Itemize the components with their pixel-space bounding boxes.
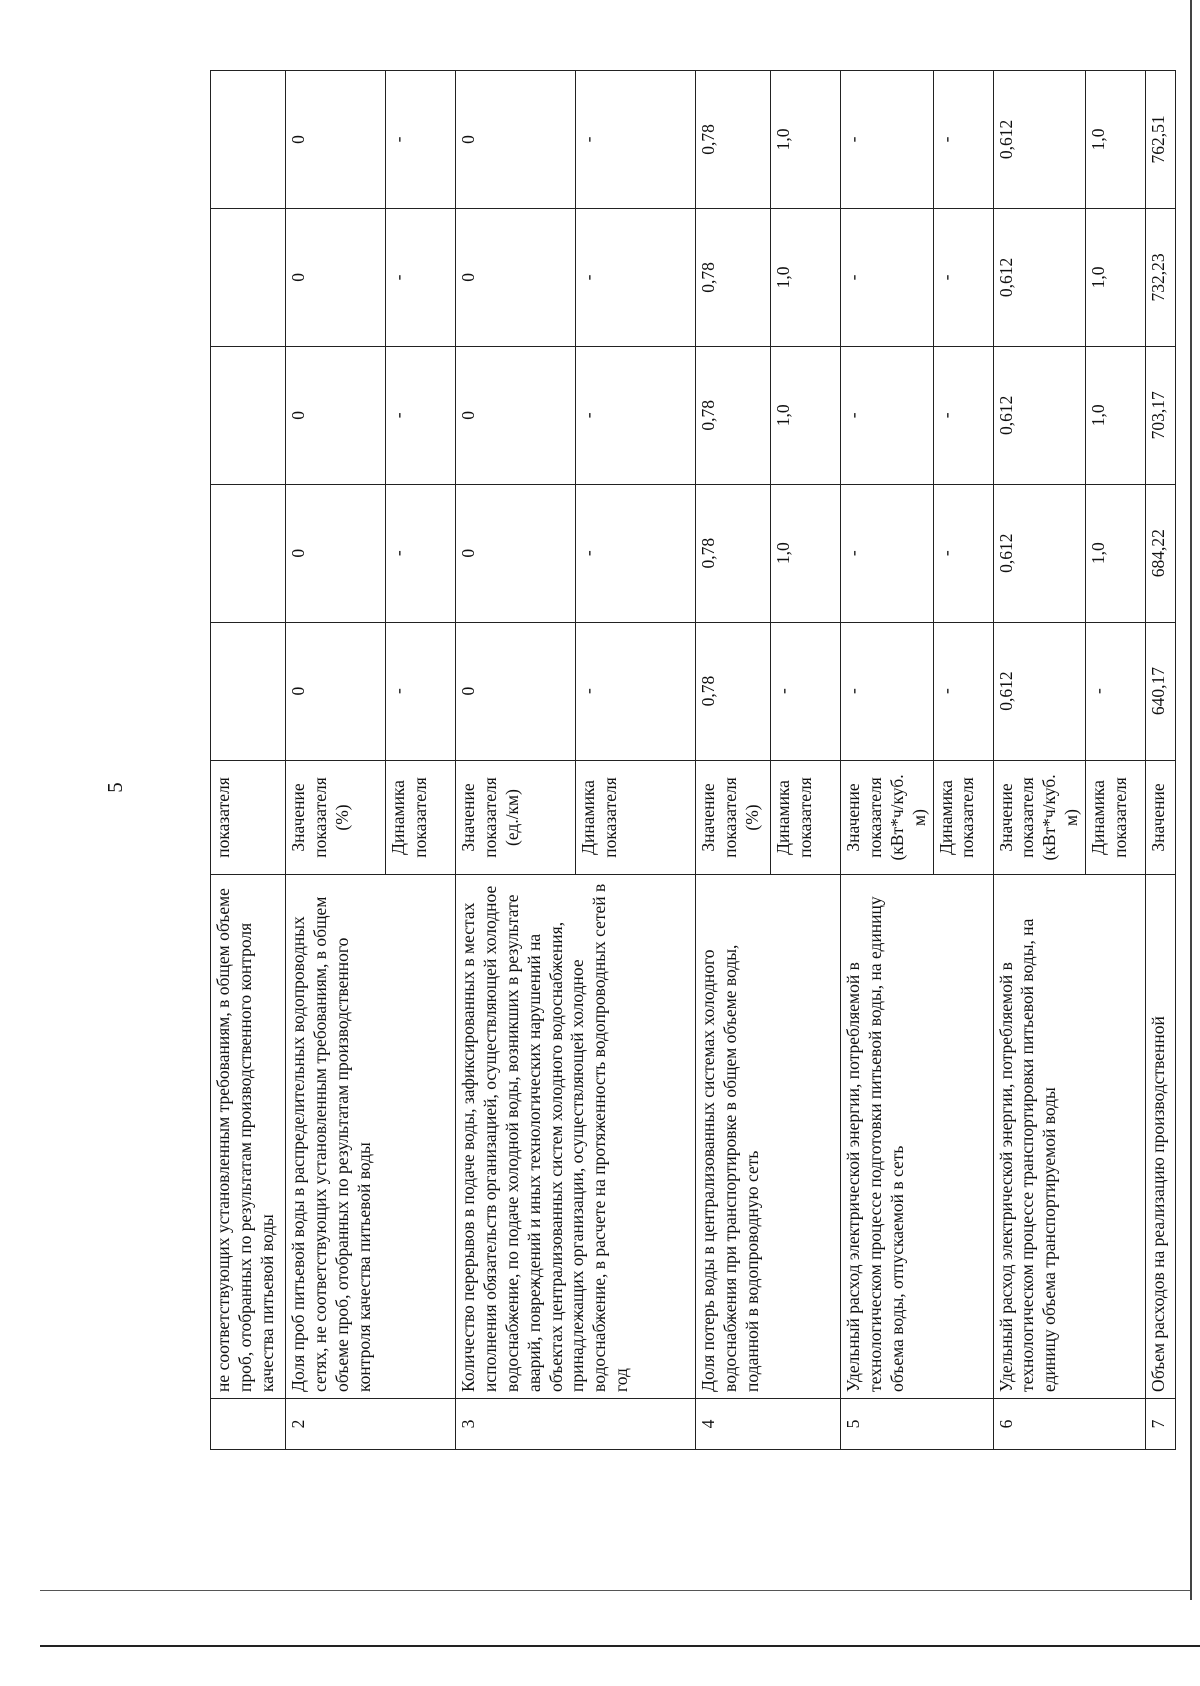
table-row — [1146, 71, 1176, 1450]
scan-edge-bottom — [40, 1645, 1200, 1647]
row-number: 7 — [1146, 1398, 1176, 1449]
value-cell: 1,0 — [771, 346, 841, 484]
value-cell: 1,0 — [1086, 346, 1146, 484]
value-cell: 0 — [286, 622, 386, 760]
value-cell: 703,17 — [1146, 346, 1176, 484]
value-cell — [211, 71, 286, 209]
value-cell: - — [386, 208, 456, 346]
page-number: 5 — [102, 782, 127, 793]
value-cell: 1,0 — [1086, 71, 1146, 209]
value-cell: - — [771, 622, 841, 760]
value-cell: 684,22 — [1146, 484, 1176, 622]
table-row — [841, 71, 934, 1450]
value-cell: - — [933, 622, 993, 760]
value-cell: - — [576, 346, 696, 484]
value-cell: 732,23 — [1146, 208, 1176, 346]
value-cell: 762,51 — [1146, 71, 1176, 209]
indicator-name: Доля потерь воды в централизованных системах холодного водоснабжения при транспортировке в общем объеме воды, поданной в водопроводную сеть — [696, 875, 841, 1399]
indicator-unit: показателя — [211, 760, 286, 875]
value-cell: - — [576, 622, 696, 760]
row-number: 2 — [286, 1398, 456, 1449]
value-cell: 1,0 — [771, 208, 841, 346]
value-cell: 0 — [286, 208, 386, 346]
value-cell: 1,0 — [1086, 484, 1146, 622]
value-cell: 0,612 — [993, 71, 1086, 209]
value-cell: 1,0 — [771, 484, 841, 622]
table-row — [211, 71, 286, 1450]
value-cell: 640,17 — [1146, 622, 1176, 760]
value-cell: - — [386, 346, 456, 484]
value-cell: 0,78 — [696, 208, 771, 346]
rotated-table-container — [210, 70, 1168, 1450]
value-cell — [211, 208, 286, 346]
row-number — [211, 1398, 286, 1449]
indicator-unit: Значение показателя (%) — [286, 760, 386, 875]
value-cell: 0,612 — [993, 208, 1086, 346]
value-cell: 0 — [456, 484, 576, 622]
value-cell: - — [933, 71, 993, 209]
table-row — [696, 71, 771, 1450]
value-cell: 0 — [286, 484, 386, 622]
value-cell — [211, 484, 286, 622]
value-cell: - — [386, 484, 456, 622]
scan-edge-right — [1190, 0, 1192, 1600]
indicator-name: Удельный расход электрической энергии, потребляемой в технологическом процессе подготовки питьевой воды, на единицу объема воды, отпускаемой в сеть — [841, 875, 994, 1399]
value-cell: 0,78 — [696, 622, 771, 760]
value-cell: - — [841, 346, 934, 484]
value-cell: - — [386, 71, 456, 209]
indicator-unit: Динамика показателя — [933, 760, 993, 875]
value-cell: 0 — [456, 346, 576, 484]
indicator-name: Объем расходов на реализацию производственной — [1146, 875, 1176, 1399]
value-cell — [211, 622, 286, 760]
indicator-name: не соответствующих установленным требованиям, в общем объеме проб, отобранных по результатам производственного контроля качества питьевой воды — [211, 875, 286, 1399]
scan-edge-line — [40, 1590, 1190, 1591]
indicator-name: Количество перерывов в подаче воды, зафиксированных в местах исполнения обязательств организацией, осуществляющей холодное водоснабжение, по подаче холодной воды, возникших в результате аварий, повреждений и иных технологических нарушений на объектах централизованных систем холодного водоснабжения, принадлежащих организации, осуществляющей холодное водоснабжение, в расчете на протяженность водопроводных сетей в год — [456, 875, 696, 1399]
indicators-table — [210, 70, 1176, 1450]
indicator-unit: Динамика показателя — [1086, 760, 1146, 875]
value-cell: 0,78 — [696, 346, 771, 484]
row-number: 5 — [841, 1398, 994, 1449]
value-cell — [211, 346, 286, 484]
value-cell: 0,78 — [696, 71, 771, 209]
table-row — [993, 71, 1086, 1450]
value-cell: - — [933, 208, 993, 346]
table-row — [286, 71, 386, 1450]
value-cell: - — [576, 71, 696, 209]
value-cell: 0 — [456, 622, 576, 760]
table-row — [456, 71, 576, 1450]
value-cell: 0,612 — [993, 484, 1086, 622]
indicator-unit: Динамика показателя — [576, 760, 696, 875]
row-number: 3 — [456, 1398, 696, 1449]
indicator-name: Доля проб питьевой воды в распределительных водопроводных сетях, не соответствующих установленным требованиям, в общем объеме проб, отобранных по результатам производственного контроля качества питьевой воды — [286, 875, 456, 1399]
value-cell: - — [1086, 622, 1146, 760]
indicator-unit: Динамика показателя — [771, 760, 841, 875]
value-cell: - — [576, 484, 696, 622]
indicator-unit: Значение показателя (кВт*ч/куб. м) — [993, 760, 1086, 875]
indicator-unit: Значение показателя (ед./км) — [456, 760, 576, 875]
value-cell: - — [841, 484, 934, 622]
value-cell: - — [841, 622, 934, 760]
value-cell: - — [933, 484, 993, 622]
value-cell: 0 — [456, 71, 576, 209]
row-number: 4 — [696, 1398, 841, 1449]
row-number: 6 — [993, 1398, 1146, 1449]
value-cell: 0 — [286, 71, 386, 209]
value-cell: 1,0 — [771, 71, 841, 209]
value-cell: 0 — [456, 208, 576, 346]
value-cell: - — [386, 622, 456, 760]
value-cell: 0,78 — [696, 484, 771, 622]
indicator-unit: Динамика показателя — [386, 760, 456, 875]
value-cell: - — [576, 208, 696, 346]
value-cell: 0 — [286, 346, 386, 484]
indicator-name: Удельный расход электрической энергии, потребляемой в технологическом процессе транспортировки питьевой воды, на единицу объема транспортируемой воды — [993, 875, 1146, 1399]
indicator-unit: Значение показателя (кВт*ч/куб. м) — [841, 760, 934, 875]
value-cell: 0,612 — [993, 346, 1086, 484]
indicator-unit: Значение — [1146, 760, 1176, 875]
indicator-unit: Значение показателя (%) — [696, 760, 771, 875]
value-cell: - — [933, 346, 993, 484]
value-cell: - — [841, 208, 934, 346]
value-cell: 0,612 — [993, 622, 1086, 760]
value-cell: - — [841, 71, 934, 209]
value-cell: 1,0 — [1086, 208, 1146, 346]
